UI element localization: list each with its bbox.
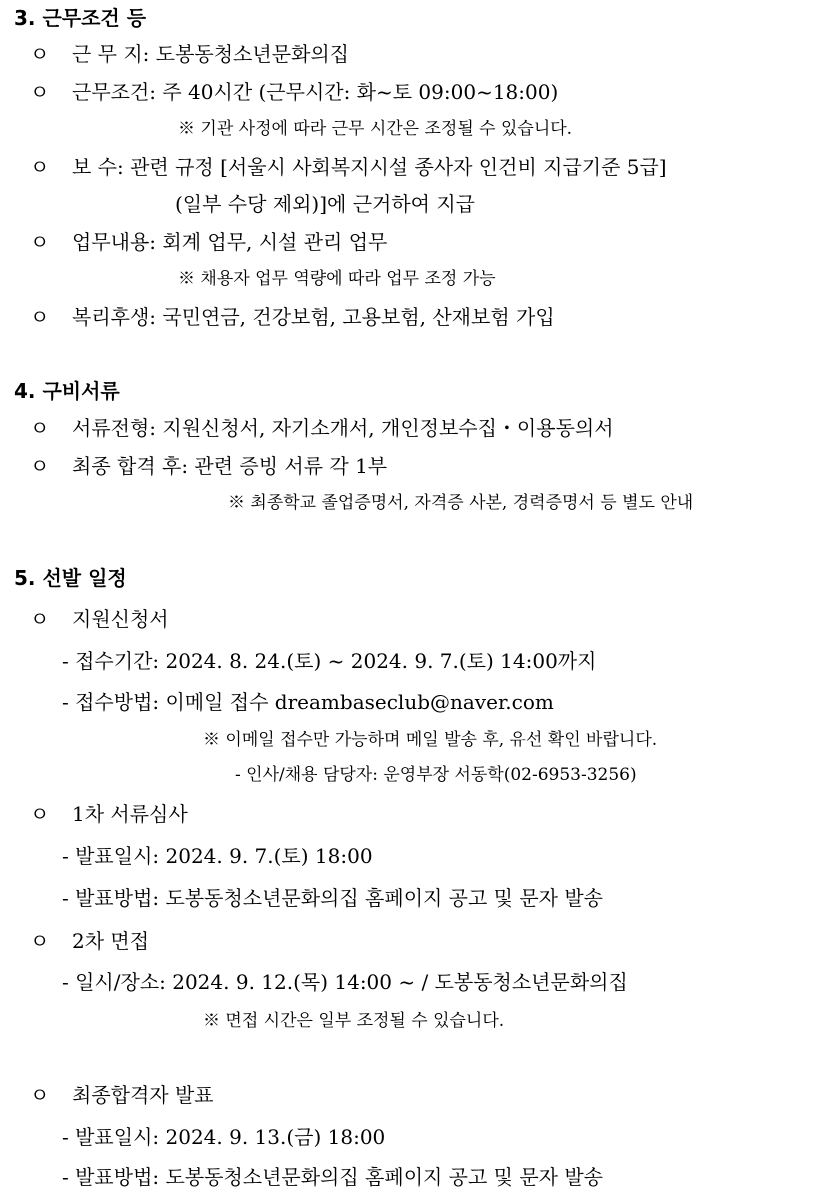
bullet: ㅇ xyxy=(30,416,50,440)
final-announce-item xyxy=(30,1085,214,1105)
duty-text: 업무내용: 회계 업무, 시설 관리 업무 xyxy=(72,230,388,254)
welfare-item xyxy=(30,307,555,327)
application-period: - 접수기간: 2024. 8. 24.(토) ~ 2024. 9. 7.(토) 14:00까지 xyxy=(62,649,597,673)
bullet: ㅇ xyxy=(30,42,50,66)
final-announce-text: 최종합격자 발표 xyxy=(72,1083,214,1107)
bullet: ㅇ xyxy=(30,155,50,179)
location-item xyxy=(30,44,349,64)
duty-note: ※ 채용자 업무 역량에 따라 업무 조정 가능 xyxy=(178,269,496,289)
bullet: ㅇ xyxy=(30,607,50,631)
interview-note: ※ 면접 시간은 일부 조정될 수 있습니다. xyxy=(203,1011,505,1031)
bullet: ㅇ xyxy=(30,1083,50,1107)
bullet: ㅇ xyxy=(30,305,50,329)
interview-text: 2차 면접 xyxy=(72,929,150,953)
docs-text: 서류전형: 지원신청서, 자기소개서, 개인정보수집・이용동의서 xyxy=(72,416,614,440)
welfare-text: 복리후생: 국민연금, 건강보험, 고용보험, 산재보험 가입 xyxy=(72,305,555,329)
final-docs-note: ※ 최종학교 졸업증명서, 자격증 사본, 경력증명서 등 별도 안내 xyxy=(228,493,694,513)
hours-note: ※ 기관 사정에 따라 근무 시간은 조정될 수 있습니다. xyxy=(178,119,573,139)
application-item xyxy=(30,609,169,629)
hours-item xyxy=(30,82,558,102)
location-text: 근 무 지: 도봉동청소년문화의집 xyxy=(72,42,349,66)
bullet: ㅇ xyxy=(30,802,50,826)
pay-item xyxy=(30,157,667,177)
interview-item xyxy=(30,931,149,951)
application-method: - 접수방법: 이메일 접수 dreambaseclub@naver.com xyxy=(62,690,554,714)
final-announce-method: - 발표방법: 도봉동청소년문화의집 홈페이지 공고 및 문자 발송 xyxy=(62,1165,603,1189)
application-text: 지원신청서 xyxy=(72,607,169,631)
final-announce-date: - 발표일시: 2024. 9. 13.(금) 18:00 xyxy=(62,1125,386,1149)
final-docs-item xyxy=(30,456,387,476)
screening-text: 1차 서류심사 xyxy=(72,802,188,826)
docs-item xyxy=(30,418,614,438)
application-note: ※ 이메일 접수만 가능하며 메일 발송 후, 유선 확인 바랍니다. xyxy=(203,730,658,750)
pay-text-continued: (일부 수당 제외)]에 근거하여 지급 xyxy=(175,192,475,216)
screening-method: - 발표방법: 도봉동청소년문화의집 홈페이지 공고 및 문자 발송 xyxy=(62,886,603,910)
application-contact: - 인사/채용 담당자: 운영부장 서동학(02-6953-3256) xyxy=(235,765,637,785)
section-4-title: 4. 구비서류 xyxy=(14,379,120,403)
pay-text: 보 수: 관련 규정 [서울시 사회복지시설 종사자 인건비 지급기준 5급] xyxy=(72,155,667,179)
interview-schedule: - 일시/장소: 2024. 9. 12.(목) 14:00 ~ / 도봉동청소년문화의집 xyxy=(62,970,628,994)
bullet: ㅇ xyxy=(30,80,50,104)
final-docs-text: 최종 합격 후: 관련 증빙 서류 각 1부 xyxy=(72,454,388,478)
duty-item xyxy=(30,232,387,252)
bullet: ㅇ xyxy=(30,454,50,478)
hours-text: 근무조건: 주 40시간 (근무시간: 화~토 09:00~18:00) xyxy=(72,80,559,104)
section-3-title: 3. 근무조건 등 xyxy=(14,6,147,30)
section-5-title: 5. 선발 일정 xyxy=(14,566,127,590)
screening-item xyxy=(30,804,188,824)
bullet: ㅇ xyxy=(30,230,50,254)
bullet: ㅇ xyxy=(30,929,50,953)
screening-date: - 발표일시: 2024. 9. 7.(토) 18:00 xyxy=(62,844,373,868)
